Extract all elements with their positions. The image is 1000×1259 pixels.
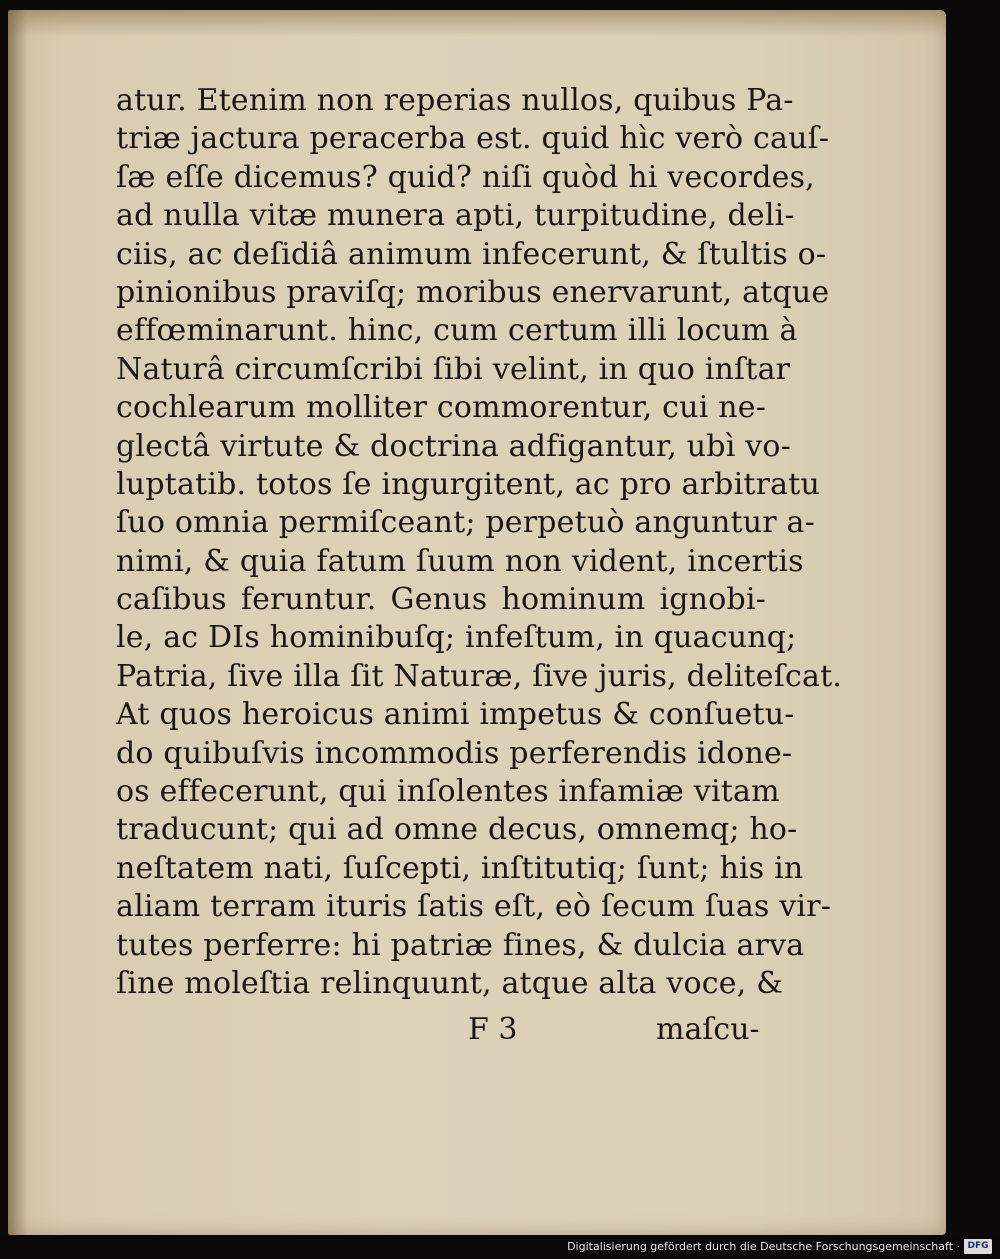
- text-line: ad nulla vitæ munera apti, turpitudine, deli-: [116, 198, 795, 234]
- text-line: ſine moleſtia relinquunt, atque alta voce, &: [116, 965, 784, 1001]
- funding-credit: Digitalisierung gefördert durch die Deutsche Forschungsgemeinschaft ·: [567, 1240, 960, 1253]
- text-line: tutes perferre: hi patriæ fines, & dulcia arva: [116, 927, 805, 963]
- text-line: effœminarunt. hinc, cum certum illi locum à: [116, 313, 798, 349]
- text-line: aliam terram ituris ſatis eſt, eò ſecum ſuas vir-: [116, 889, 832, 925]
- text-line: At quos heroicus animi impetus & conſuetu-: [116, 697, 795, 733]
- text-block: [116, 82, 843, 1003]
- text-line: triæ jactura peracerba est. quid hìc verò cauſ-: [116, 121, 830, 157]
- text-line: ſæ eſſe dicemus? quid? niſi quòd hi vecordes,: [116, 159, 815, 195]
- text-line: le, ac DIs hominibuſq; infeſtum, in quacunq;: [116, 620, 797, 656]
- page-top-edge: [8, 10, 946, 38]
- text-line: glectâ virtute & doctrina adfigantur, ubì vo-: [116, 428, 791, 464]
- text-line: cochlearum molliter commorentur, cui ne-: [116, 390, 767, 426]
- text-line: os effecerunt, qui inſolentes infamiæ vitam: [116, 774, 780, 810]
- text-line: neſtatem nati, ſuſcepti, inſtitutiq; ſunt; his in: [116, 850, 804, 886]
- text-line: Naturâ circumſcribi ſibi velint, in quo inſtar: [116, 351, 791, 387]
- text-line: traducunt; qui ad omne decus, omnemq; ho-: [116, 812, 798, 848]
- signature-line: [116, 1010, 766, 1050]
- text-line: ſuo omnia permiſceant; perpetuò anguntur a-: [116, 505, 815, 541]
- text-line: atur. Etenim non reperias nullos, quibus Pa-: [116, 83, 794, 118]
- footer-bar: [0, 1235, 1000, 1259]
- text-line: caſibus feruntur. Genus hominum ignobi-: [116, 582, 766, 618]
- book-page: [8, 10, 946, 1235]
- gutter-shadow: [8, 10, 28, 1235]
- dfg-logo-icon: DFG: [964, 1239, 992, 1254]
- text-line: Patria, ſive illa ſit Naturæ, ſive juris, deliteſcat.: [116, 658, 843, 694]
- text-line: nimi, & quia fatum ſuum non vident, incertis: [116, 543, 804, 579]
- text-line: pinionibus praviſq; moribus enervarunt, atque: [116, 274, 830, 310]
- catchword: maſcu-: [656, 1012, 760, 1047]
- signature-mark: F 3: [468, 1012, 518, 1047]
- text-line: do quibuſvis incommodis perferendis idone-: [116, 735, 793, 771]
- text-line: luptatib. totos ſe ingurgitent, ac pro arbitratu: [116, 466, 821, 502]
- text-line: ciis, ac deſidiâ animum infecerunt, & ſtultis o-: [116, 236, 827, 272]
